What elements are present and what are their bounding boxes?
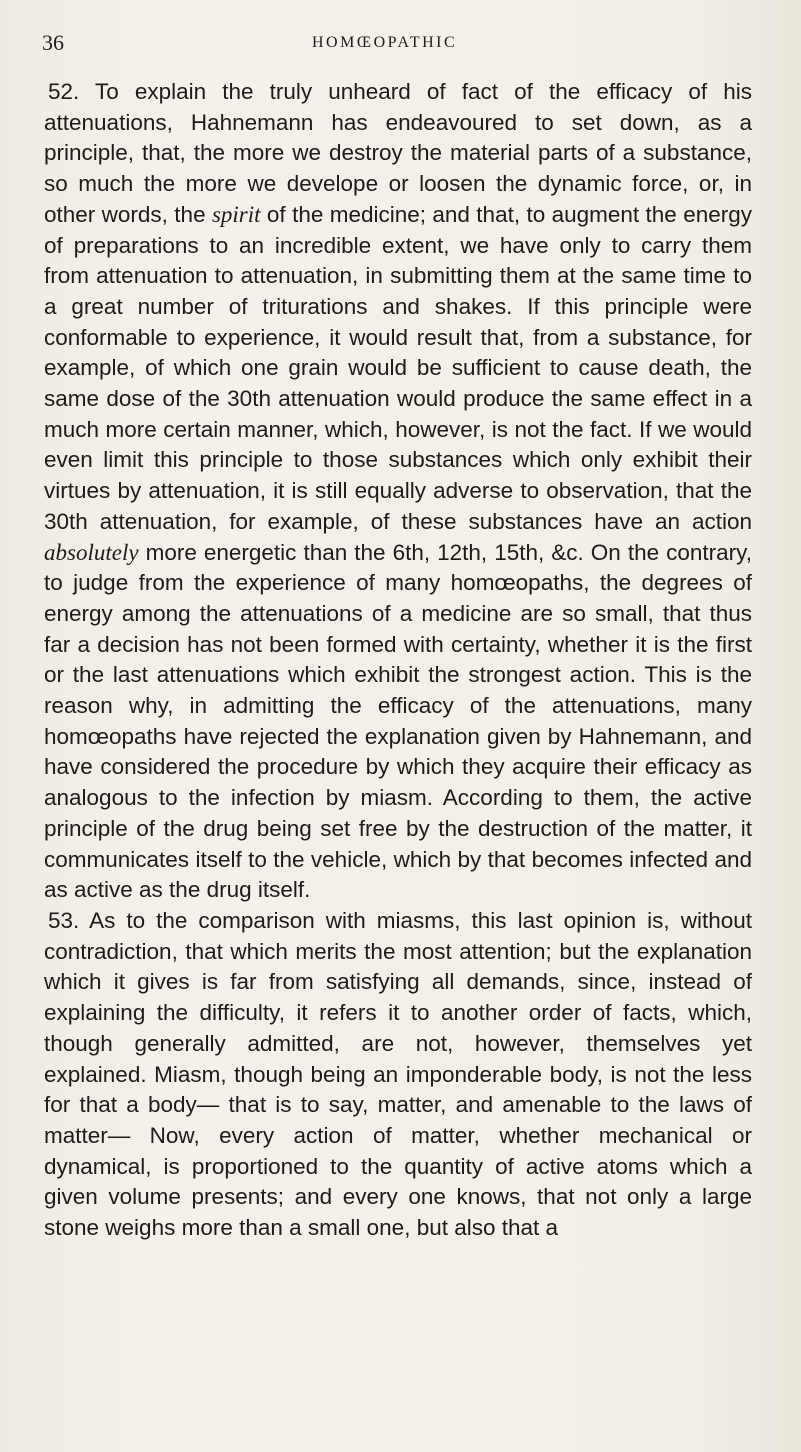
body-text	[44, 77, 752, 1244]
paragraph-number: 53.	[48, 907, 80, 933]
paragraph-text: To explain the truly unheard of fact of the efficacy of his attenuations, Hahnemann has endeavoured to set down, as a principle, that, the more we destroy the material parts of a substance, so much the more we develope or loosen the dynamic force, or, in other words, the	[44, 79, 752, 227]
paragraph-text: more energetic than the 6th, 12th, 15th, &c. On the contrary, to judge from the experience of many homœopaths, the degrees of energy among the attenuations of a medicine are so small, that thus far a decision has not been formed with certainty, whether it is the first or the last attenuations which exhibit the strongest action. This is the reason why, in admitting the efficacy of the attenuations, many homœopaths have rejected the explanation given by Hahnemann, and have considered the procedure by which they acquire their efficacy as analogous to the infection by miasm. According to them, the active principle of the drug being set free by the destruction of the matter, it communicates itself to the vehicle, which by that becomes infected and as active as the drug itself.	[44, 539, 752, 903]
paragraph-53	[44, 906, 752, 1244]
paragraph-number: 52.	[48, 79, 80, 104]
italic-term-absolutely: absolutely	[44, 539, 139, 565]
italic-term-spirit: spirit	[211, 201, 261, 227]
paragraph-text: As to the comparison with miasms, this last opinion is, without contradiction, that which merits the most attention; but the explanation which it gives is far from satisfying all demands, since, instead of explaining the difficulty, it refers it to another order of facts, which, though generally admitted, are not, however, themselves yet explained. Miasm, though being an imponderable body, is not the less for that a body— that is to say, matter, and amenable to the laws of matter— Now, every action of matter, whether mechanical or dynamical, is proportioned to the quantity of active atoms which a given volume presents; and every one knows, that not only a large stone weighs more than a small one, but also that a	[44, 907, 752, 1241]
running-head: HOMŒOPATHIC	[312, 34, 458, 51]
page-header	[42, 26, 762, 66]
paragraph-52	[44, 77, 752, 906]
page-number: 36	[42, 30, 64, 55]
paragraph-text: of the medicine; and that, to augment the energy of preparations to an incredible extent, we have only to carry them from attenuation to attenuation, in submitting them at the same time to a great number of triturations and shakes. If this principle were conformable to experience, it would result that, from a substance, for example, of which one grain would be sufficient to cause death, the same dose of the 30th attenuation would produce the same effect in a much more certain manner, which, however, is not the fact. If we would even limit this principle to those substances which only exhibit their virtues by attenuation, it is still equally adverse to observation, that the 30th attenuation, for example, of these substances have an action	[44, 201, 752, 534]
